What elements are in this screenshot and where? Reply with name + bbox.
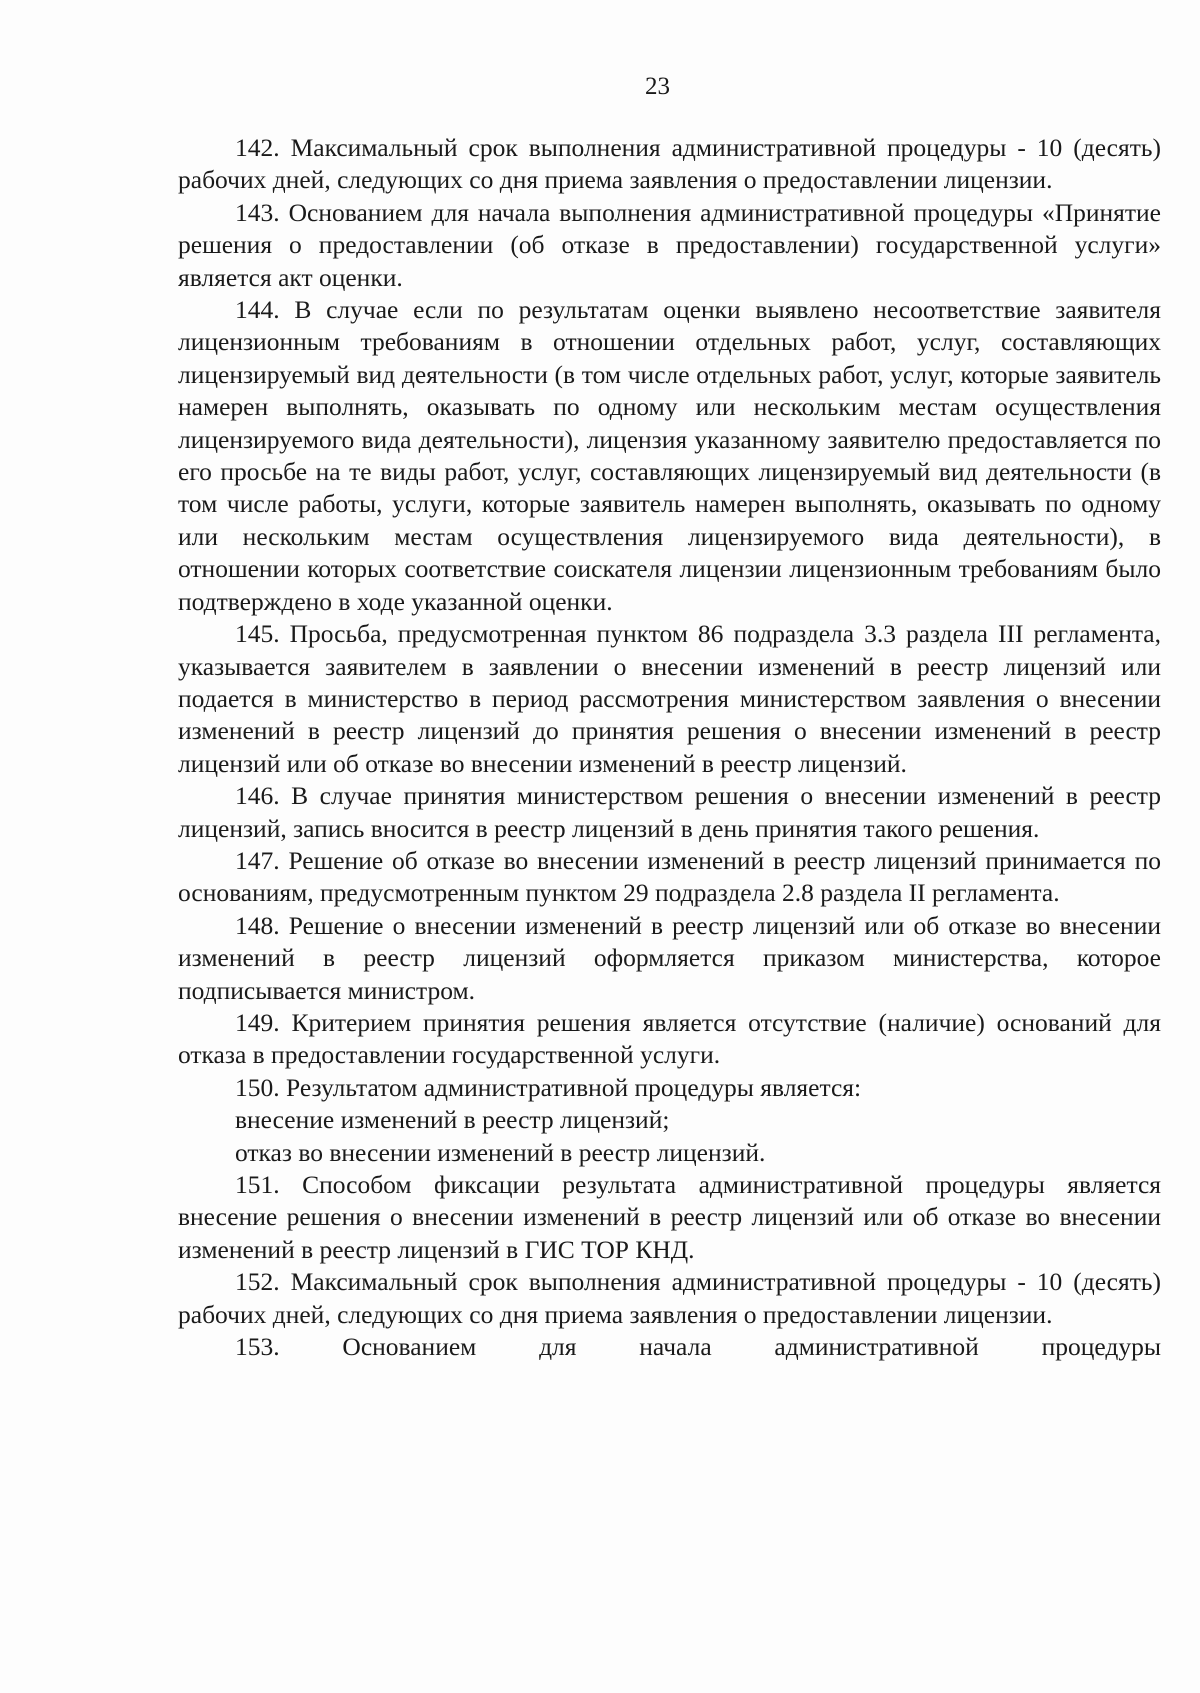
paragraph-149: 149. Критерием принятия решения является отсутствие (наличие) оснований для отказа в предоставлении государственной услуги. [178, 1007, 1161, 1070]
paragraph-142: 142. Максимальный срок выполнения административной процедуры - 10 (десять) рабочих дней, следующих со дня приема заявления о предоставлении лицензии. [178, 133, 1161, 195]
paragraph-150: 150. Результатом административной процедуры является: [235, 1072, 862, 1102]
paragraph-145: 145. Просьба, предусмотренная пунктом 86 подраздела 3.3 раздела III регламента, указывается заявителем в заявлении о внесении изменений в реестр лицензий или подается в министерство в период рассмотрения министерством заявления о внесении изменений в реестр лицензий до принятия решения о внесении изменений в реестр лицензий или об отказе во внесении изменений в реестр лицензий. [178, 619, 1161, 778]
paragraph-146: 146. В случае принятия министерством решения о внесении изменений в реестр лицензий, запись вносится в реестр лицензий в день принятия такого решения. [178, 781, 1161, 843]
paragraph-152: 152. Максимальный срок выполнения административной процедуры - 10 (десять) рабочих дней, следующих со дня приема заявления о предоставлении лицензии. [178, 1267, 1161, 1329]
paragraph-153: 153. Основанием для начала административной процедуры [235, 1332, 1161, 1362]
paragraph-143: 143. Основанием для начала выполнения административной процедуры «Принятие решения о предоставлении (об отказе в предоставлении) государственной услуги» является акт оценки. [178, 197, 1161, 292]
page-number: 23 [645, 73, 670, 100]
list-item-result-2: отказ во внесении изменений в реестр лицензий. [235, 1137, 766, 1167]
paragraph-151: 151. Способом фиксации результата административной процедуры является внесение решения о внесении изменений в реестр лицензий или об отказе во внесении изменений в реестр лицензий в ГИС ТОР КНД. [178, 1170, 1161, 1264]
list-item-result-1: внесение изменений в реестр лицензий; [235, 1105, 670, 1135]
paragraph-144: 144. В случае если по результатам оценки выявлено несоответствие заявителя лицензионным требованиям в отношении отдельных работ, услуг, составляющих лицензируемый вид деятельности (в том числе отдельных работ, услуг, которые заявитель намерен выполнять, оказывать по одному или нескольким местам осуществления лицензируемого вида деятельности), лицензия указанному заявителю предоставляется по его просьбе на те виды работ, услуг, составляющих лицензируемый вид деятельности (в том числе работы, услуги, которые заявитель намерен выполнять, оказывать по одному или нескольким местам осуществления лицензируемого вида деятельности), в отношении которых соответствие соискателя лицензии лицензионным требованиям было подтверждено в ходе указанной оценки. [178, 295, 1161, 616]
paragraph-147: 147. Решение об отказе во внесении изменений в реестр лицензий принимается по основаниям, предусмотренным пунктом 29 подраздела 2.8 раздела II регламента. [178, 845, 1161, 908]
document-body [178, 132, 1161, 1363]
paragraph-148: 148. Решение о внесении изменений в реестр лицензий или об отказе во внесении изменений в реестр лицензий оформляется приказом министерства, которое подписывается министром. [178, 910, 1161, 1005]
